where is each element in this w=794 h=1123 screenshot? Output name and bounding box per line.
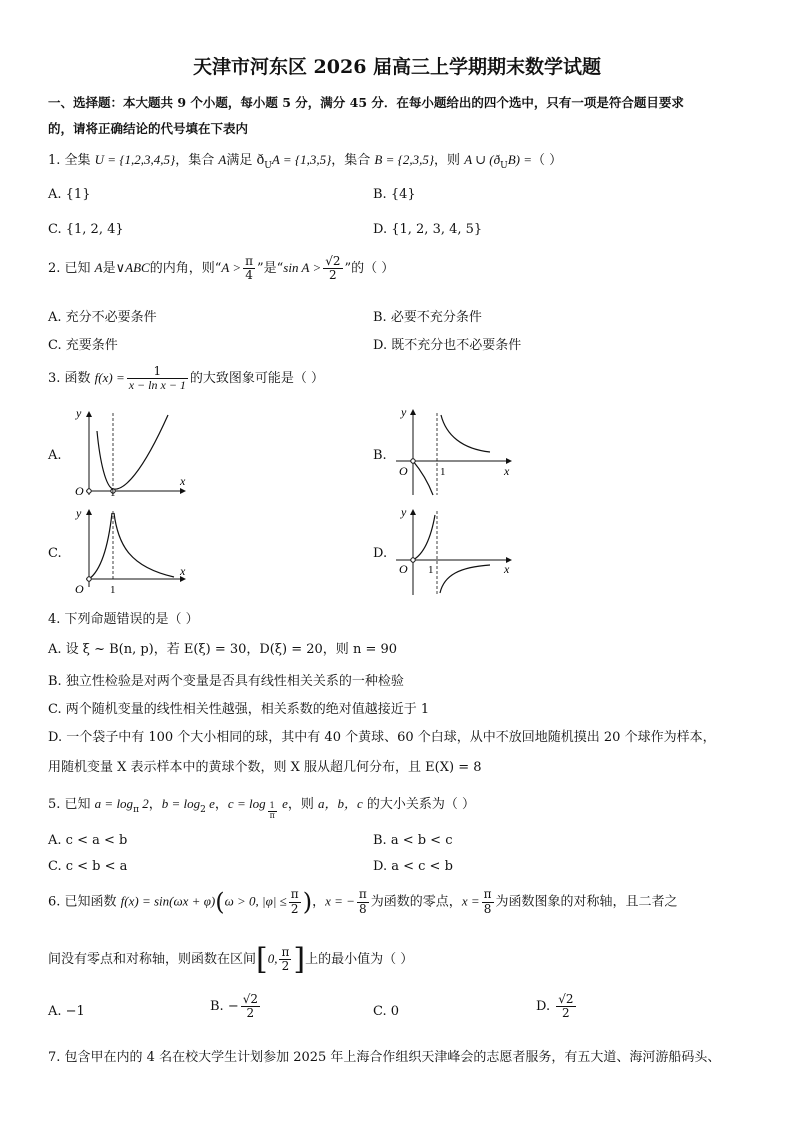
q6-option-a: A. −1	[48, 1004, 85, 1019]
q3-label-d: D.	[373, 546, 388, 561]
y-axis-label: y	[401, 405, 407, 419]
q6-option-c: C. 0	[373, 1004, 400, 1019]
q3-graph-d	[392, 505, 522, 600]
q2-option-a: A. 充分不必要条件	[48, 310, 157, 325]
q4-option-b: B. 独立性检验是对两个变量是否具有线性相关关系的一种检验	[48, 674, 404, 689]
q4-option-a: A. 设 ξ ~ B(n, p)，若 E(ξ) = 30，D(ξ) = 20，则 n = 90	[48, 642, 398, 657]
q3-graph-b	[392, 403, 522, 498]
x-axis-label: x	[180, 564, 186, 578]
y-axis-label: y	[401, 505, 407, 519]
q2-option-b: B. 必要不充分条件	[373, 310, 482, 325]
q1-option-b: B. {4}	[373, 187, 416, 202]
x-axis-label: x	[504, 562, 510, 576]
q3-label-a: A.	[48, 448, 62, 463]
question-2-stem: 2. 已知 A是∨ABC的内角，则“A > $\frac{\pi}{4}$ ”是“sin A > $\frac{√2}{2}$ ”的（ ）	[48, 254, 395, 283]
q1-option-c: C. {1, 2, 4}	[48, 222, 124, 237]
q5-option-b: B. a < b < c	[373, 833, 453, 848]
q2-option-c: C. 充要条件	[48, 338, 118, 353]
q3-label-c: C.	[48, 546, 62, 561]
q3-label-b: B.	[373, 448, 387, 463]
section-header-line1: 一、选择题：本大题共 9 个小题，每小题 5 分，满分 45 分．在每小题给出的四个选中，只有一项是符合题目要求	[48, 95, 684, 110]
q5-option-a: A. c < a < b	[48, 833, 128, 848]
q6-option-d: D. $\frac{√2}{2}$	[536, 992, 574, 1021]
x-axis-label: x	[504, 464, 510, 478]
q3-graph-a	[64, 403, 194, 498]
tick-one-label: 1	[110, 584, 116, 596]
question-1-stem: 1. 全集 U = {1,2,3,4,5}，集合 A满足 $ð_UA = \{1,3,5\}$，集合 B = {2,3,5}，则 A ∪ $(ð_UB)$ =（ ）	[48, 152, 563, 171]
origin-label: O	[75, 484, 84, 498]
q6-option-b: B. − $\frac{√2}{2}$	[210, 992, 258, 1021]
tick-one-label: 1	[440, 466, 446, 478]
origin-label: O	[399, 562, 408, 576]
tick-one-label: 1	[428, 564, 434, 576]
q4-option-d-line2: 用随机变量 X 表示样本中的黄球个数，则 X 服从超几何分布，且 E(X) = 8	[48, 760, 482, 775]
y-axis-label: y	[76, 506, 82, 520]
q4-option-d-line1: D. 一个袋子中有 100 个大小相同的球，其中有 40 个黄球、60 个白球，从中不放回地随机摸出 20 个球作为样本，	[48, 730, 716, 745]
q3-graph-c	[64, 505, 194, 600]
q4-option-c: C. 两个随机变量的线性相关性越强，相关系数的绝对值越接近于 1	[48, 702, 430, 717]
q5-option-c: C. c < b < a	[48, 859, 128, 874]
q2-option-d: D. 既不充分也不必要条件	[373, 338, 522, 353]
q1-option-d: D. {1, 2, 3, 4, 5}	[373, 222, 483, 237]
x-axis-label: x	[180, 474, 186, 488]
question-6-stem-line2: 间没有零点和对称轴，则函数在区间[0, $\frac{\pi}{2}$ ]上的最小值为（ ）	[48, 942, 414, 977]
section-header-line2: 的，请将正确结论的代号填在下表内	[48, 121, 249, 136]
q1-option-a: A. {1}	[48, 187, 91, 202]
q5-option-d: D. a < c < b	[373, 859, 453, 874]
origin-label: O	[399, 464, 408, 478]
question-3-stem: 3. 函数 f(x) = $\frac{1}{\text{x − ln x − 1}}$ 的大致图象可能是（ ）	[48, 364, 325, 393]
question-7-stem: 7. 包含甲在内的 4 名在校大学生计划参加 2025 年上海合作组织天津峰会的志愿者服务，有五大道、海河游船码头、	[48, 1050, 721, 1065]
question-6-stem: 6. 已知函数 f(x) = sin(ωx + φ)(ω > 0, |φ| ≤ $\frac{\pi}{2}$ )，x = − $\frac{\pi}{8}$ 为函数的零点，x = $\frac{\pi}{8}$ 为函数图象的对称轴，且二者之	[48, 887, 678, 916]
question-5-stem: 5. 已知 $a = \log_\pi 2$，$b = \log_2 e$，c = log $\frac{1}{\pi}$ e，则 a，b，c 的大小关系为（ ）	[48, 796, 476, 820]
y-axis-label: y	[76, 406, 82, 420]
page-title: 天津市河东区 2026 届高三上学期期末数学试题	[192, 56, 602, 78]
origin-label: O	[75, 582, 84, 596]
question-4-stem: 4. 下列命题错误的是（ ）	[48, 612, 199, 627]
tick-one-label: 1	[110, 487, 116, 498]
